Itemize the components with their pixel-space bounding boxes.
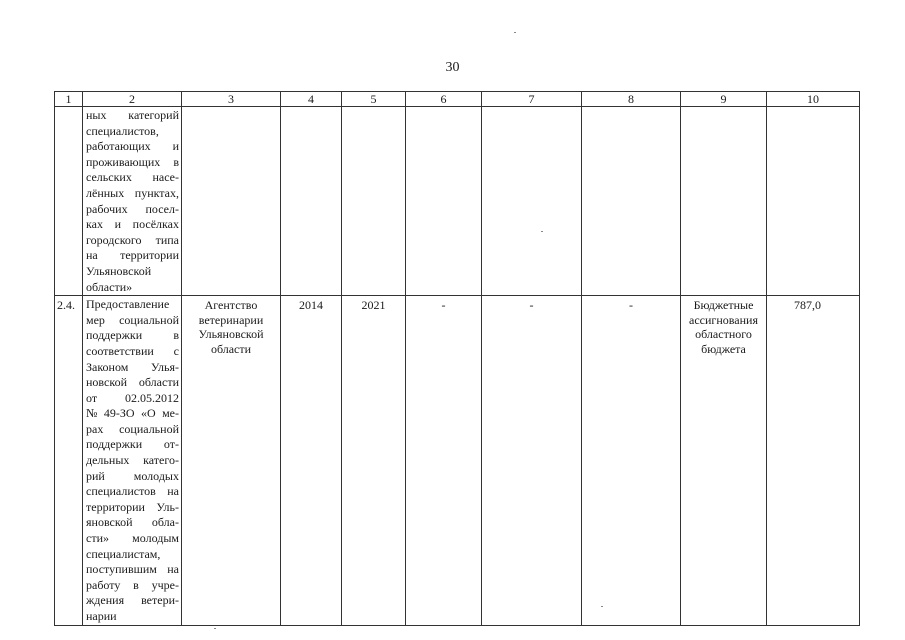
col7-value: - <box>529 298 534 313</box>
column-header: 10 <box>767 92 860 107</box>
page-number: 30 <box>445 60 460 75</box>
program-table <box>54 91 860 626</box>
executor-line: ветеринарии <box>198 312 264 327</box>
description-line: нарии <box>86 609 117 623</box>
col6-value: - <box>441 298 446 313</box>
description-line: работу в учре- <box>86 577 179 592</box>
funding-source-line: областного <box>695 327 752 342</box>
description-line: № 49-ЗО «О ме- <box>86 406 179 421</box>
col6-cell <box>406 107 482 296</box>
executor-line: Агентство <box>204 298 258 313</box>
executor-cell <box>182 296 281 625</box>
funding-source-line: бюджета <box>701 341 746 356</box>
description-line: работающих и <box>86 139 179 154</box>
column-header: 7 <box>482 92 582 107</box>
description-line: рабочих посел- <box>86 201 179 216</box>
amount-cell <box>767 107 860 296</box>
end-year-cell <box>342 107 406 296</box>
description-line: специалистам, <box>86 546 161 561</box>
description-line: специалистов на <box>86 484 179 499</box>
executor-cell <box>182 107 281 296</box>
funding-source-line: ассигнования <box>689 312 758 327</box>
description-line: на территории <box>86 248 179 263</box>
description-line: Законом Улья- <box>86 359 179 374</box>
scan-speck <box>514 32 516 33</box>
row-number-cell <box>55 107 83 296</box>
scan-speck <box>601 606 603 607</box>
description-line: области» <box>86 279 133 294</box>
executor-text <box>182 296 280 356</box>
column-header: 2 <box>83 92 182 107</box>
source-cell <box>681 107 767 296</box>
col7-cell <box>482 296 582 625</box>
description-line: яновской обла- <box>86 515 179 530</box>
description-line: дельных катего- <box>86 453 179 468</box>
description-line: поддержки от- <box>86 437 179 452</box>
column-header: 9 <box>681 92 767 107</box>
description-line: Ульяновской <box>86 263 152 278</box>
funding-source-text <box>681 296 766 356</box>
description-line: проживающих в <box>86 154 179 169</box>
description-cell <box>83 107 182 296</box>
col8-cell <box>582 296 681 625</box>
description-line: поддержки в <box>86 328 179 343</box>
source-cell <box>681 296 767 625</box>
column-header: 4 <box>281 92 342 107</box>
executor-line: Ульяновской <box>198 327 264 342</box>
col8-cell <box>582 107 681 296</box>
executor-line: области <box>210 341 252 356</box>
table-row <box>55 296 860 625</box>
description-line: специалистов, <box>86 123 159 138</box>
description-line: рий молодых <box>86 468 179 483</box>
row-number-cell <box>55 296 83 625</box>
description-line: Предоставление <box>86 297 170 312</box>
description-line: ках и посёлках <box>86 217 179 232</box>
column-header: 1 <box>55 92 83 107</box>
row-number: 2.4. <box>57 298 75 313</box>
description-line: ждения ветери- <box>86 593 179 608</box>
start-year-cell <box>281 107 342 296</box>
scan-speck <box>541 231 543 232</box>
description-line: поступившим на <box>86 562 179 577</box>
description-line: ных категорий <box>86 108 179 122</box>
col6-cell <box>406 296 482 625</box>
description-line: от 02.05.2012 <box>86 390 179 405</box>
description-line: соответствии с <box>86 343 179 358</box>
column-number-header-row <box>55 92 860 107</box>
amount-value: 787,0 <box>794 298 821 313</box>
start-year-cell <box>281 296 342 625</box>
amount-cell <box>767 296 860 625</box>
start-year: 2014 <box>299 298 323 313</box>
column-header: 5 <box>342 92 406 107</box>
description-cell <box>83 296 182 625</box>
description-line: городского типа <box>86 232 179 247</box>
funding-source-line: Бюджетные <box>693 298 754 313</box>
column-header: 8 <box>582 92 681 107</box>
scan-speck <box>214 628 216 629</box>
description-line: территории Уль- <box>86 499 179 514</box>
table-row <box>55 107 860 296</box>
description-line: сти» молодым <box>86 531 179 546</box>
column-header: 3 <box>182 92 281 107</box>
description-line: мер социальной <box>86 312 179 327</box>
description-line: лённых пунктах, <box>86 185 179 200</box>
description-text <box>83 107 181 295</box>
end-year: 2021 <box>361 298 386 313</box>
description-line: сельских насе- <box>86 170 179 185</box>
end-year-cell <box>342 296 406 625</box>
description-line: новской области <box>86 375 179 390</box>
description-line: рах социальной <box>86 421 179 436</box>
column-header: 6 <box>406 92 482 107</box>
description-text <box>83 296 181 624</box>
col8-value: - <box>629 298 633 313</box>
col7-cell <box>482 107 582 296</box>
